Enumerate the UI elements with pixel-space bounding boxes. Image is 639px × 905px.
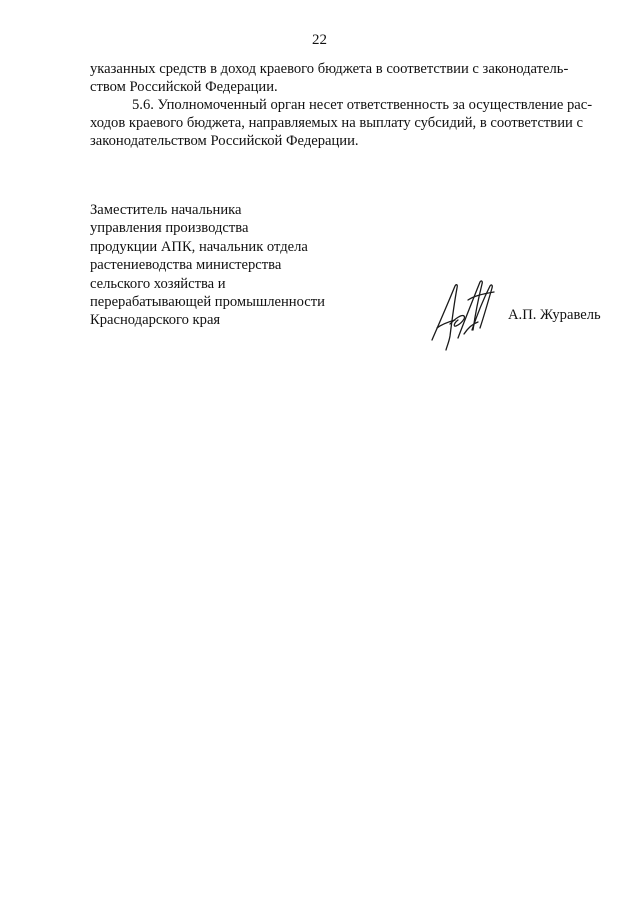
signatory-title-line: растениеводства министерства (90, 257, 282, 274)
body-text (90, 60, 613, 150)
handwritten-signature (428, 278, 500, 352)
signatory-title-line: сельского хозяйства и (90, 275, 226, 292)
page-number: 22 (312, 32, 327, 48)
signatory-title-line: управления производства (90, 220, 249, 237)
paragraph-line: ходов краевого бюджета, направляемых на выплату субсидий, в соответствии с (90, 115, 583, 131)
signer-name: А.П. Журавель (508, 307, 601, 323)
signatory-title-line: Заместитель начальника (90, 202, 242, 218)
paragraph-continuation (90, 60, 613, 96)
paragraph-line: 5.6. Уполномоченный орган несет ответственность за осуществление рас- (132, 97, 593, 113)
paragraph-5-6 (90, 96, 613, 150)
signatory-title-line: перерабатывающей промышленности (90, 294, 325, 311)
paragraph-line: ством Российской Федерации. (90, 79, 278, 95)
signatory-title-line: продукции АПК, начальник отдела (90, 238, 308, 255)
paragraph-line: законодательством Российской Федерации. (90, 133, 359, 149)
paragraph-line: указанных средств в доход краевого бюджета в соответствии с законодатель- (90, 61, 569, 77)
signatory-title (90, 201, 410, 330)
signatory-title-line: Краснодарского края (90, 312, 221, 329)
